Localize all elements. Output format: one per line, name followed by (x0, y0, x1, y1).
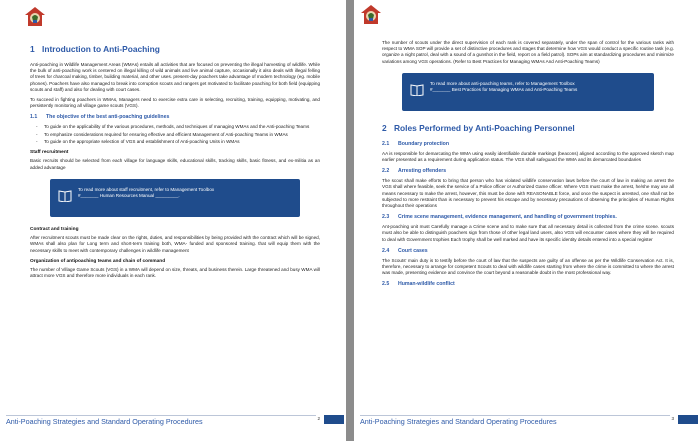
organization-paragraph: The number of Village Game Scouts (VGS) in a WMA will depend on size, threats, and business therein. Large threatened and busy WMA will attract more VGS and therefore more individuals in each rank. (30, 267, 320, 279)
page-content (30, 32, 320, 284)
contract-heading: Contract and training (30, 226, 79, 232)
intro-paragraph-2: To succeed in fighting poachers in WMAs, Managers need to exercise extra care in selecting, recruiting, training, equipping, motivating, and persistently monitoring all village game scouts (VGS). (30, 97, 320, 109)
objectives-list (30, 124, 320, 145)
subsection-heading-2-1: 2.1 Boundary protection (382, 140, 450, 147)
staff-recruitment-paragraph: Basic recruits should be selected from each village for language skills, educational skills, tracking skills, basic fitness, and ex-militia as an added advantage (30, 158, 320, 170)
page-footer (354, 415, 700, 441)
logo-icon (360, 4, 382, 26)
section-heading-1: 1 Introduction to Anti-Poaching (30, 44, 160, 54)
toolbox-callout (402, 73, 654, 111)
footer-rule (360, 415, 670, 416)
footer-title: Anti-Poaching Strategies and Standard Operating Procedures (6, 417, 203, 426)
page-number: 2 (317, 416, 320, 421)
subsection-heading-2-2: 2.2 Arresting offenders (382, 168, 447, 175)
list-item: - To emphasize considerations required for ensuring effective and efficient Management of Anti-poaching Teams in WMAs (44, 132, 320, 138)
organization-heading: Organization of antipoaching teams and chain of command (30, 258, 166, 264)
page-2 (0, 0, 346, 441)
toolbox-callout (50, 179, 300, 217)
book-icon (58, 189, 72, 202)
page-content (382, 6, 674, 291)
subsection-heading-2-4: 2.4 Court cases (382, 247, 428, 254)
staff-recruitment-heading: Staff recruitment (30, 150, 69, 156)
callout-text-line-1: To read more about staff recruitment, refer to Management Toolbox (78, 186, 215, 192)
callout-text-line-2: #_______ Human Resources Manual _________. (78, 192, 180, 198)
intro-paragraph: Anti-poaching in Wildlife Management Areas (WMAs) entails all activities that are focused on preventing the illegal harvesting of wildlife. While the bulk of anti-poaching work is centered on illegal killing of wild animals and live animal capture, occasionally it also deals with illegal felling of trees for charcoal making, timber, building material, and other uses. present-day poachers take advantage of modern technology (eg. mobile phones). Poachers have also managed to break into corruption scouts and rangers get motivated to facilitate poaching for both field (equipping scouts and staff) and also for dealing with court cases. (30, 62, 320, 92)
boundary-paragraph: AA is responsible for demarcating the WMA using easily identifiable durable markings (beacons) aligned according to the approved sketch map earlier presented as a requirement during application status. The VGS shall safeguard the WMA and its demarcated boundaries (382, 150, 674, 163)
list-item: - To guide on the applicability of the various procedures, methods, and techniques of managing WMAs and the Anti-poaching Teams (44, 124, 320, 130)
footer-tab (678, 415, 698, 424)
callout-text-line-2: #_______ Best Practices for Managing WMAs and Anti-Poaching Teams (430, 86, 578, 92)
subsection-heading-1-1: 1.1 The objective of the best anti-poaching guidelines (30, 114, 170, 121)
arresting-paragraph: The scout shall make efforts to bring that person who has violated wildlife conservation laws before the court of law in making an arrest the VGS shall where feasible, seek the service of a Police officer or Authorized Game officer. Where VGS must make the arrest, he/she may use all means necessary to make the arrest, however, this must be done with REASONABLE force, and once the suspect is arrested, one shall not be subjected to more restraint than is necessary to prevent his escape and by necessary precautions of observing the principles of Human Rights throughout their operations (382, 178, 674, 209)
book-icon (410, 83, 424, 96)
contract-paragraph: After recruitment scouts must be made clear on the rights, duties, and responsibilities by being provided with the contract which will be signed, WMAs shall also plan for Long term and short-term training both, WMA- funded and sponsored training. that will equip them with the necessary skills to meet with contemporary challenges in wildlife management (30, 235, 320, 253)
subsection-heading-2-3: 2.3 Crime scene management, evidence management, and handling of government trophies. (382, 214, 617, 221)
page-3 (354, 0, 700, 441)
footer-title: Anti-Poaching Strategies and Standard Operating Procedures (360, 417, 557, 426)
sop-paragraph: The number of scouts under the direct supervision of each rank is covered separately, under the span of control for the various ranks with respect to WMA SOP will provide a set of distinctive procedures and stages that determine how VGS would conduct a specific routine task (e.g. organize a night patrol, deal with a sound of a gunshot in the field, report on a field patrol). SOPs aim at standardizing procedures and minimize variations among VGS operations. (Refer to Best Practices for Managing WMAs And Anti-Poaching Teams) (382, 40, 674, 64)
subsection-heading-2-5: 2.5 Human-wildlife conflict (382, 281, 455, 288)
callout-text-line-1: To read more about anti-poaching teams, refer to Management Toolbox (430, 80, 575, 86)
court-cases-paragraph: The Scouts' main duty is to testify before the court of law that the suspects are guilty of an offense as per the Wildlife Conservation Act. It is, therefore, necessary to arrange for competent Scouts to deal with wildlife cases starting from where the crime is committed to where the arrest was made, presenting evidence and convince the court beyond a reasonable doubt in the most professional way. (382, 257, 674, 276)
footer-rule (6, 415, 316, 416)
logo-icon (24, 6, 46, 28)
section-heading-2: 2 Roles Performed by Anti-Poaching Personnel (382, 122, 575, 133)
page-number: 3 (671, 416, 674, 421)
list-item: - To guide on the appropriate selection of VGS and establishment of Anti-poaching Units in WMAs (44, 139, 320, 145)
footer-tab (324, 415, 344, 424)
page-footer (0, 415, 346, 441)
crime-scene-paragraph: Ant-poaching unit must Carefully manage a Crime scene and to make sure that all necessary detail is collected from the crime scene. scouts must also be able to distinguish poachers sign from those of other legal land users, also VGS will encounter cases where they will be required to deal with Government trophies Each trophy shall be well marked and have its specific identity details entered into a special register (382, 224, 674, 242)
